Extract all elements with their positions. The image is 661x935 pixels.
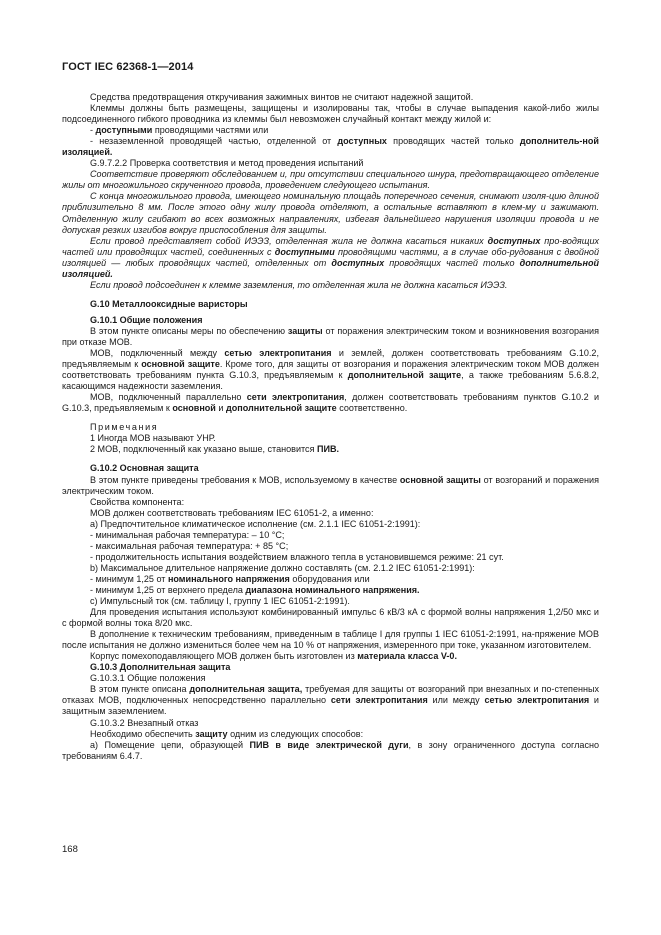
paragraph: Если провод подсоединен к клемме заземления, то отделенная жила не должна касаться ИЭЭЗ.: [90, 279, 508, 290]
paragraph: c) Импульсный ток (см. таблицу I, группу 1 IEC 61051-2:1991).: [90, 596, 350, 607]
paragraph: - незаземленной проводящей частью, отделенной от доступных проводящих частей только дополнитель-ной изоляцией.: [62, 136, 599, 158]
paragraph: Средства предотвращения откручивания зажимных винтов не считают надежной защитой.: [90, 92, 474, 102]
paragraph: 1 Иногда МОВ называют УНР.: [90, 433, 216, 444]
paragraph: - минимум 1,25 от номинального напряжения оборудования или: [90, 573, 370, 584]
paragraph: G.10.3.1 Общие положения: [90, 673, 206, 684]
paragraph: - доступными проводящими частями или: [90, 125, 269, 136]
paragraph: МОВ должен соответствовать требованиям IEC 61051-2, а именно:: [90, 507, 374, 518]
paragraph: G.10.3.2 Внезапный отказ: [90, 717, 199, 728]
paragraph: Клеммы должны быть размещены, защищены и изолированы так, чтобы в случае выпадения какой-либо жилы подсоединенного гибкого проводника из клеммы был невозможен случайный контакт между жилой и:: [62, 103, 599, 125]
paragraph: G.10 Металлооксидные варисторы: [90, 298, 248, 309]
paragraph: МОВ, подключенный параллельно сети электропитания, должен соответствовать требованиям пунктов G.10.2 и G.10.3, предъявляемым к основной и дополнительной защите соответственно.: [62, 392, 600, 414]
paragraph: - минимум 1,25 от верхнего предела диапазона номинального напряжения.: [90, 584, 420, 595]
paragraph: В этом пункте описана дополнительная защита, требуемая для защиты от возгораний при внезапных и по-степенных отказах МОВ, подключенных непосредственно параллельно сети электропитания или между сетью электропитания и защитным заземлением.: [62, 684, 599, 717]
paragraph: В дополнение к техническим требованиям, приведенным в таблице I для группы 1 IEC 61051-2:1991, на-пряжение МОВ после испытания не должно измениться более чем на 10 % от напряжения, измеренного при токе, указанном изготовителем.: [62, 629, 599, 651]
paragraph: В этом пункте описаны меры по обеспечению защиты от поражения электрическим током и возникновения возгорания при отказе МОВ.: [62, 325, 599, 347]
paragraph: - максимальная рабочая температура: + 85 °С;: [90, 540, 289, 551]
paragraph: a) Помещение цепи, образующей ПИВ в виде электрической дуги, в зону ограниченного доступа согласно требованиям 6.4.7.: [62, 739, 600, 761]
paragraph: МОВ, подключенный между сетью электропитания и землей, должен соответствовать требованиям G.10.2, предъявляемым к основной защите. Кроме того, для защиты от возгорания и поражения электрическим током МОВ должен соответствовать требованиям пункта G.10.3, предъявляемым к дополнительной защите, а также требованиям 5.6.8.2, касающимся надежности заземления.: [62, 348, 600, 392]
standard-header: ГОСТ IEC 62368-1—2014: [62, 61, 194, 73]
paragraph: Примечания: [90, 422, 159, 433]
paragraph: Для проведения испытания используют комбинированный импульс 6 кВ/3 кА с формой волны напряжения 1,2/50 мкс и с формой волны тока 8/20 мкс.: [62, 607, 599, 629]
paragraph: Свойства компонента:: [90, 496, 185, 507]
paragraph: G.10.1 Общие положения: [90, 314, 203, 325]
paragraph: Необходимо обеспечить защиту одним из следующих способов:: [90, 728, 364, 739]
paragraph: Соответствие проверяют обследованием и, при отсутствии специального шнура, предотвращающего отделение жилы от многожильного скрученного провода, проведением следующего испытания.: [62, 169, 599, 191]
paragraph: В этом пункте приведены требования к МОВ, используемому в качестве основной защиты от возгораний и поражения электрическим током.: [62, 474, 599, 496]
paragraph: b) Максимальное длительное напряжение должно составлять (см. 2.1.2 IEC 61051-2:1991):: [90, 562, 475, 573]
paragraph: - продолжительность испытания воздействием влажного тепла в установившемся режиме: 21 сут.: [90, 551, 504, 562]
paragraph: G.10.3 Дополнительная защита: [90, 662, 231, 673]
paragraph: a) Предпочтительное климатическое исполнение (см. 2.1.1 IEC 61051-2:1991):: [90, 518, 421, 529]
paragraph: Если провод представляет собой ИЭЭЗ, отделенная жила не должна касаться никаких доступных про-водящих частей или проводящих частей, соединенных с доступными проводящими частями, а в случае обо-рудования с двойной изоляцией — любых проводящих частей, отделенных от доступных проводящих частей только дополнительной изоляцией.: [62, 235, 600, 279]
paragraph: G.10.2 Основная защита: [90, 463, 199, 474]
page-number: 168: [62, 844, 78, 855]
paragraph: 2 МОВ, подключенный как указано выше, становится ПИВ.: [90, 444, 340, 455]
paragraph: Корпус помехоподавляющего МОВ должен быть изготовлен из материала класса V-0.: [90, 651, 457, 662]
document-body: [62, 92, 599, 762]
paragraph: - минимальная рабочая температура: – 10 °С;: [90, 529, 285, 540]
paragraph: С конца многожильного провода, имеющего номинальную площадь поперечного сечения, снимают изоля-цию длиной приблизительно 8 мм. После этого одну жилу провода отделяют, а остальные вставляют в клем-му и зажимают. Отделенную жилу сгибают во всех возможных направлениях, избегая дальнейшего нарушения изоляции провода и не допуская резких изгибов вокруг приспособления для защиты.: [62, 191, 599, 235]
paragraph: G.9.7.2.2 Проверка соответствия и метод проведения испытаний: [90, 158, 364, 169]
